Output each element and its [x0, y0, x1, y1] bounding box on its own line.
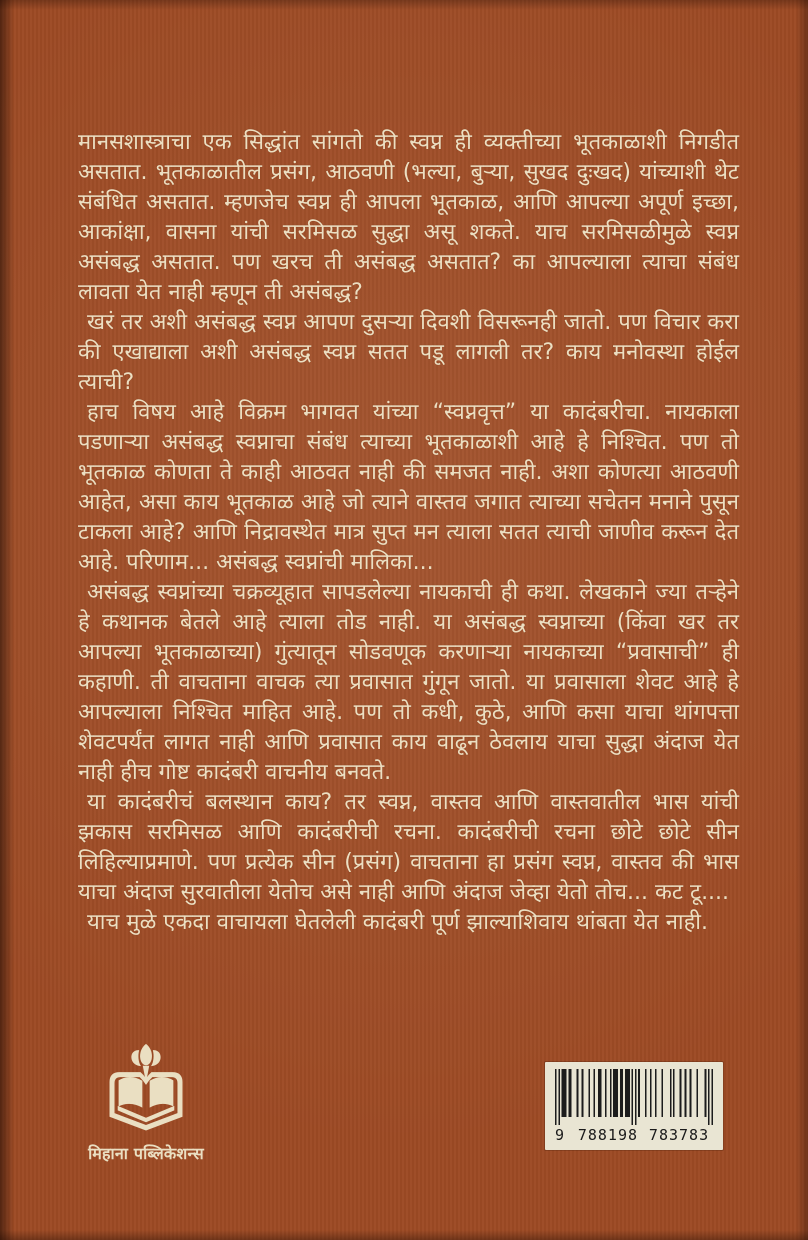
barcode-digit-group: 9 — [555, 1126, 566, 1144]
barcode-digit-group: 783783 — [648, 1126, 710, 1144]
blurb-paragraph: याच मुळे एकदा वाचायला घेतलेली कादंबरी पूर्ण झाल्याशिवाय थांबता येत नाही. — [87, 910, 708, 935]
blurb-text — [78, 128, 739, 938]
publisher-name: मिहाना पब्लिकेशन्स — [88, 1144, 204, 1163]
publisher-block — [82, 1042, 210, 1164]
open-book-tulip-icon — [100, 1042, 192, 1146]
barcode-digits — [555, 1126, 713, 1144]
blurb-paragraph: असंबद्ध स्वप्नांच्या चक्रव्यूहात सापडलेल्या नायकाची ही कथा. लेखकाने ज्या तऱ्हेने हे कथानक बेतले आहे त्याला तोड नाही. या असंबद्ध स्वप्नाच्या (किंवा खर तर आपल्या भूतकाळाच्या) गुंत्यातून सोडवणूक करणाऱ्या नायकाच्या “प्रवासाची” ही कहाणी. ती वाचताना वाचक त्या प्रवासात गुंगून जातो. या प्रवासाला शेवट आहे हे आपल्याला निश्चित माहित आहे. पण तो कधी, कुठे, आणि कसा याचा थांगपत्ता शेवटपर्यंत लागत नाही आणि प्रवासात काय वाढून ठेवलाय याचा सुद्धा अंदाज येत नाही हीच गोष्ट कादंबरी वाचनीय बनवते. — [78, 580, 739, 785]
barcode-bars-icon — [555, 1069, 713, 1125]
barcode-digit-group: 788198 — [577, 1126, 639, 1144]
blurb-paragraph: या कादंबरीचं बलस्थान काय? तर स्वप्न, वास्तव आणि वास्तवातील भास यांची झकास सरमिसळ आणि कादंबरीची रचना. कादंबरीची रचना छोटे छोटे सीन लिहिल्याप्रमाणे. पण प्रत्येक सीन (प्रसंग) वाचताना हा प्रसंग स्वप्न, वास्तव की भास याचा अंदाज सुरवातीला येतोच असे नाही आणि अंदाज जेव्हा येतो तोच... कट टू.... — [78, 790, 739, 905]
blurb-paragraph: हाच विषय आहे विक्रम भागवत यांच्या “स्वप्नवृत्त” या कादंबरीचा. नायकाला पडणाऱ्या असंबद्ध स्वप्नाचा संबंध त्याच्या भूतकाळाशी आहे हे निश्चित. पण तो भूतकाळ कोणता ते काही आठवत नाही की समजत नाही. अशा कोणत्या आठवणी आहेत, असा काय भूतकाळ आहे जो त्याने वास्तव जगात त्याच्या सचेतन मनाने पुसून टाकला आहे? आणि निद्रावस्थेत मात्र सुप्त मन त्याला सतत त्याची जाणीव करून देत आहे. परिणाम... असंबद्ध स्वप्नांची मालिका... — [78, 400, 739, 575]
blurb-paragraph: मानसशास्त्राचा एक सिद्धांत सांगतो की स्वप्न ही व्यक्तीच्या भूतकाळाशी निगडीत असतात. भूतकाळातील प्रसंग, आठवणी (भल्या, बुऱ्या, सुखद दुःखद) यांच्याशी थेट संबंधित असतात. म्हणजेच स्वप्न ही आपला भूतकाळ, आणि आपल्या अपूर्ण इच्छा, आकांक्षा, वासना यांची सरमिसळ सुद्धा असू शकते. याच सरमिसळीमुळे स्वप्न असंबद्ध असतात. पण खरच ती असंबद्ध असतात? का आपल्याला त्याचा संबंध लावता येत नाही म्हणून ती असंबद्ध? — [78, 130, 739, 305]
blurb-paragraph: खरं तर अशी असंबद्ध स्वप्न आपण दुसऱ्या दिवशी विसरूनही जातो. पण विचार करा की एखाद्याला अशी असंबद्ध स्वप्न सतत पडू लागली तर? काय मनोवस्था होईल त्याची? — [78, 310, 739, 395]
barcode — [545, 1062, 723, 1150]
